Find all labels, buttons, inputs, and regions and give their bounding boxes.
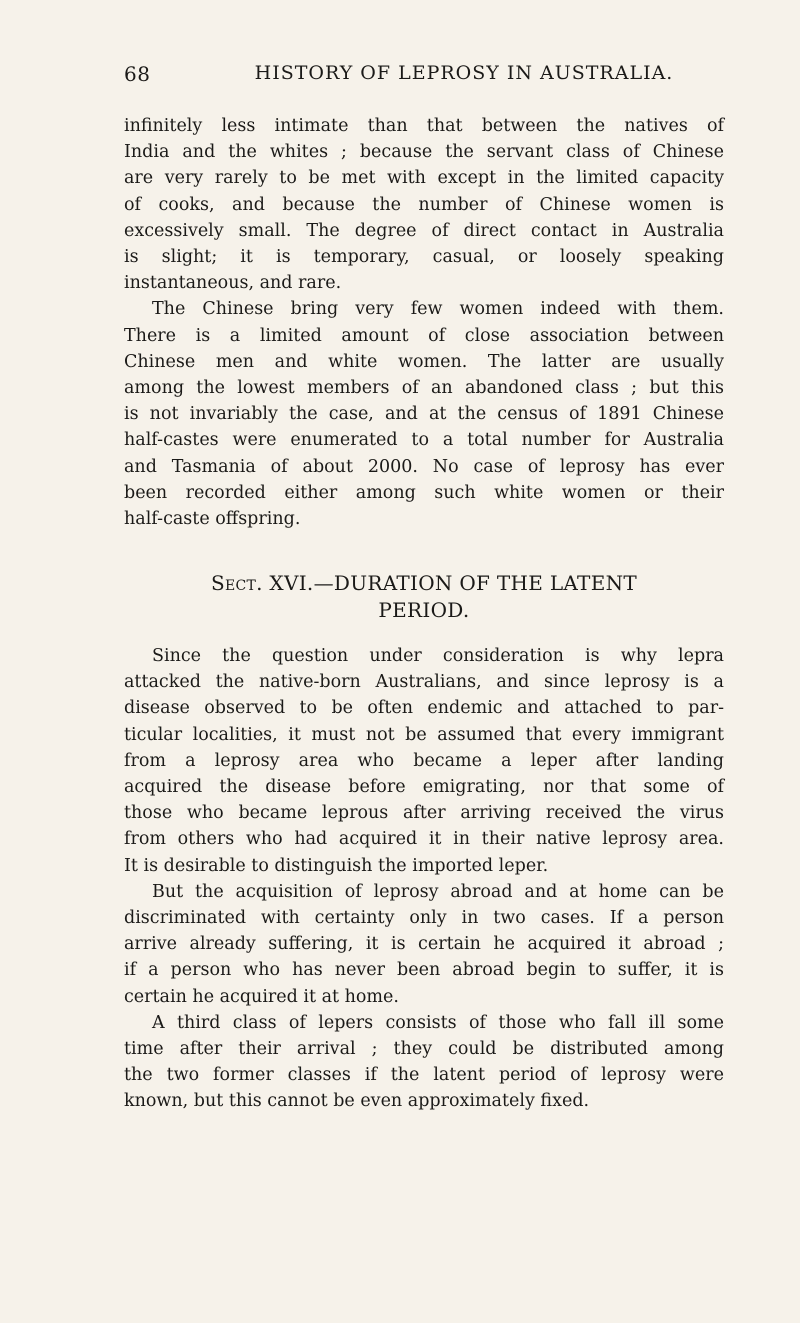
text-line: acquired the disease before emigrating, nor that some of: [124, 777, 724, 798]
paragraph: [124, 1010, 724, 1115]
text-line: Since the question under consideration is why lepra: [152, 646, 724, 666]
section-heading: [124, 570, 724, 624]
text-line: half-caste offspring.: [124, 509, 301, 530]
paragraph: [124, 643, 724, 879]
paragraph: [124, 296, 724, 532]
text-line: of cooks, and because the number of Chinese women is: [124, 194, 724, 215]
text-line: among the lowest members of an abandoned class ; but this: [124, 378, 724, 399]
text-line: A third class of lepers consists of those who fall ill some: [152, 1012, 724, 1033]
text-line: But the acquisition of leprosy abroad and at home can be: [152, 881, 724, 902]
text-line: India and the whites ; because the servant class of Chinese: [124, 142, 724, 163]
text-line: certain he acquired it at home.: [124, 986, 399, 1007]
running-head: [124, 62, 724, 92]
text-line: the two former classes if the latent period of leprosy were: [124, 1065, 724, 1086]
text-line: arrive already suffering, it is certain he acquired it abroad ;: [124, 934, 724, 955]
text-line: from others who had acquired it in their native leprosy area.: [124, 829, 724, 850]
text-line: from a leprosy area who became a leper after landing: [124, 750, 724, 771]
text-line: ticular localities, it must not be assumed that every immigrant: [124, 724, 724, 745]
text-line: discriminated with certainty only in two cases. If a person: [124, 908, 724, 929]
text-line: attacked the native-born Australians, and since leprosy is a: [124, 672, 724, 693]
text-line: half-castes were enumerated to a total number for Australia: [124, 430, 724, 451]
text-line: those who became leprous after arriving received the virus: [124, 803, 724, 824]
text-line: known, but this cannot be even approximately fixed.: [124, 1091, 590, 1112]
paragraph: [124, 879, 724, 1010]
section-heading-line-1: [124, 570, 724, 597]
text-line: instantaneous, and rare.: [124, 273, 342, 294]
text-line: There is a limited amount of close association between: [124, 325, 724, 346]
text-line: infinitely less intimate than that between the natives of: [124, 116, 724, 136]
text-line: time after their arrival ; they could be distributed among: [124, 1039, 724, 1060]
text-line: been recorded either among such white women or their: [124, 482, 724, 503]
text-line: and Tasmania of about 2000. No case of leprosy has ever: [124, 456, 724, 477]
text-block-bottom: [124, 643, 724, 1115]
text-line: The Chinese bring very few women indeed with them.: [152, 299, 724, 320]
running-title: HISTORY OF LEPROSY IN AUSTRALIA.: [254, 62, 674, 84]
section-label: Sect. XVI.: [210, 571, 314, 595]
page-number: 68: [124, 62, 151, 86]
text-line: is not invariably the case, and at the census of 1891 Chinese: [124, 404, 724, 425]
text-line: is slight; it is temporary, casual, or loosely speaking: [124, 247, 724, 268]
text-line: Chinese men and white women. The latter are usually: [124, 351, 724, 372]
section-title-continued: PERIOD.: [378, 598, 470, 622]
text-block-top: [124, 113, 724, 532]
paragraph: [124, 113, 724, 296]
text-line: excessively small. The degree of direct contact in Australia: [124, 220, 724, 241]
text-line: if a person who has never been abroad begin to suffer, it is: [124, 960, 724, 981]
text-line: are very rarely to be met with except in the limited capacity: [124, 168, 724, 189]
section-title: —DURATION OF THE LATENT: [313, 571, 638, 595]
text-line: It is desirable to distinguish the imported leper.: [124, 855, 549, 876]
text-line: disease observed to be often endemic and attached to par-: [124, 698, 724, 719]
